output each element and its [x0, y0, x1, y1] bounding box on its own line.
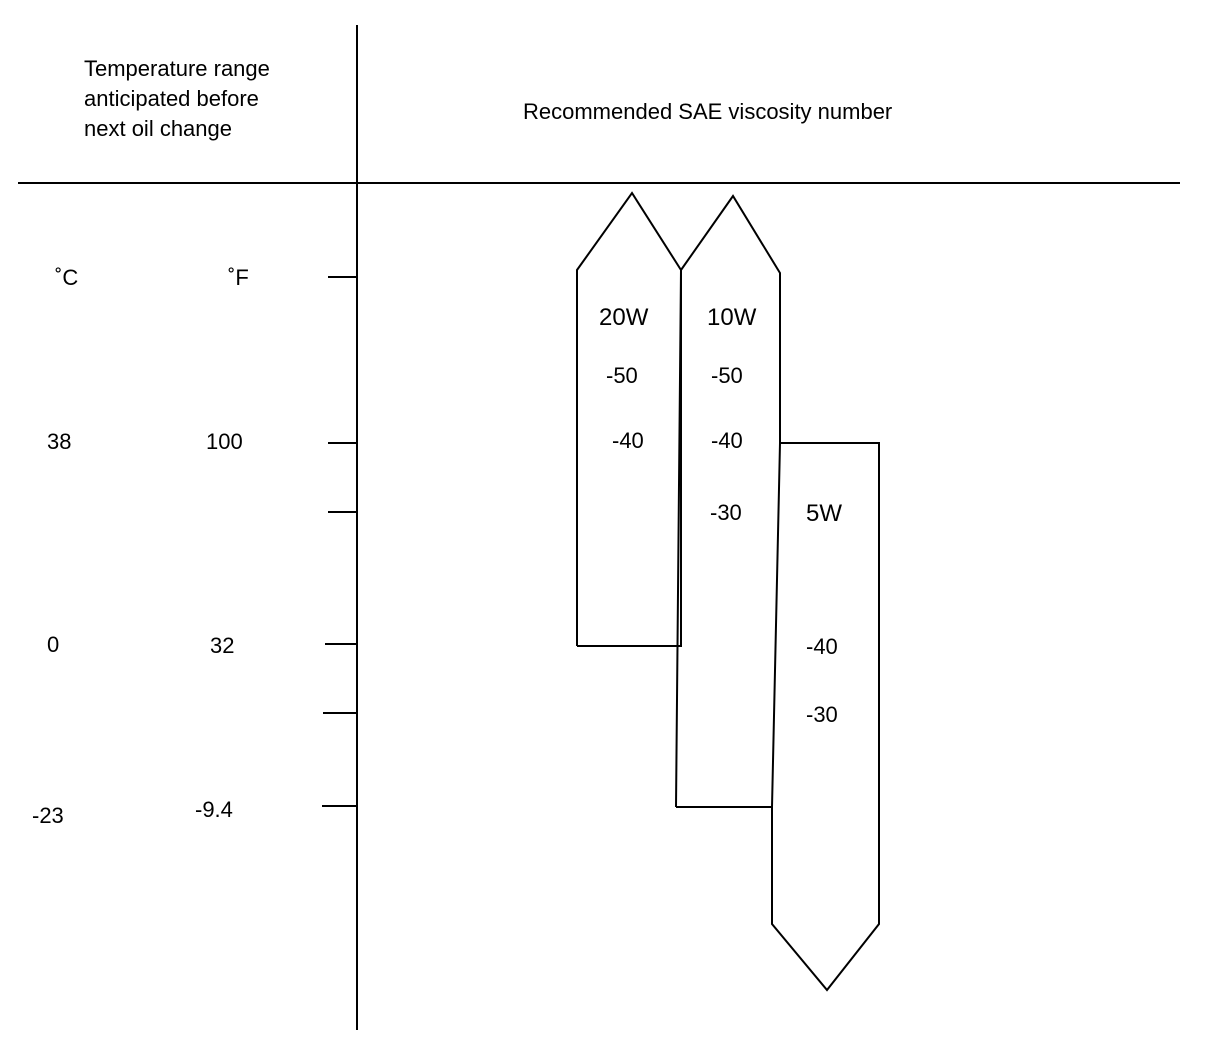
grade-10w-label: 10W — [707, 304, 757, 331]
fahrenheit-unit-label: ˚F — [228, 265, 249, 290]
celsius-unit-label: ˚C — [55, 265, 79, 290]
grade-5w-label: 5W — [806, 500, 842, 527]
grade-10w-range-2: -40 — [711, 428, 743, 453]
left-header-line-1: Temperature range — [84, 56, 270, 81]
grade-5w-range-2: -30 — [806, 702, 838, 727]
left-header-line-3: next oil change — [84, 116, 232, 141]
fahrenheit-value-minus-9-4: -9.4 — [195, 797, 233, 822]
grade-10w-range-3: -30 — [710, 500, 742, 525]
grade-10w-range-1: -50 — [711, 363, 743, 388]
right-header-title: Recommended SAE viscosity number — [523, 99, 893, 124]
celsius-value-38: 38 — [47, 429, 72, 454]
grade-20w-label: 20W — [599, 304, 649, 331]
grade-5w-range-1: -40 — [806, 634, 838, 659]
celsius-value-minus-23: -23 — [32, 803, 64, 828]
grade-20w-arrow — [577, 193, 681, 646]
celsius-value-0: 0 — [47, 632, 60, 657]
fahrenheit-value-100: 100 — [206, 429, 243, 454]
left-header-line-2: anticipated before — [84, 86, 259, 111]
grade-20w-range-1: -50 — [606, 363, 638, 388]
fahrenheit-value-32: 32 — [210, 633, 235, 658]
grade-20w-range-2: -40 — [612, 428, 644, 453]
